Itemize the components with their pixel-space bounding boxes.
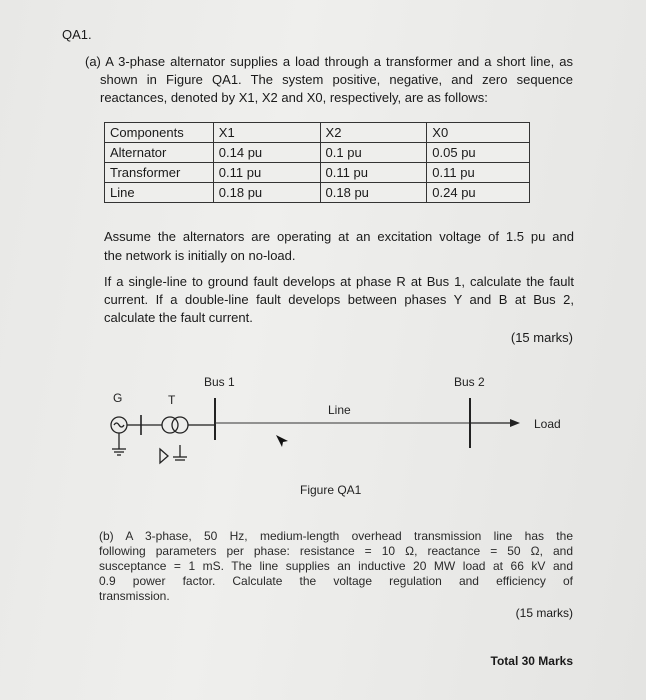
part-a-text-line: Assume the alternators are operating at an excitation voltage of 1.5 pu and (104, 229, 574, 244)
load-arrow-icon (510, 419, 520, 427)
question-id: QA1. (62, 27, 92, 42)
table-cell: 0.1 pu (320, 143, 427, 163)
part-b-text-line: transmission. (99, 589, 170, 603)
table-cell: 0.18 pu (213, 183, 320, 203)
bus-2-label: Bus 2 (454, 375, 485, 389)
table-cell: Line (105, 183, 214, 203)
table-header-cell: X2 (320, 123, 427, 143)
table-cell: Transformer (105, 163, 214, 183)
table-header-cell: X1 (213, 123, 320, 143)
transformer-label: T (168, 393, 176, 407)
part-b-text-line: susceptance = 1 mS. The line supplies an inductive 20 MW load at 66 kV and (99, 559, 573, 573)
table-cell: 0.11 pu (320, 163, 427, 183)
table-cell: 0.14 pu (213, 143, 320, 163)
part-a-text-line: (a) A 3-phase alternator supplies a load through a transformer and a short line, as (85, 54, 573, 69)
part-a-text-line: the network is initially on no-load. (104, 248, 296, 263)
load-label: Load (534, 417, 561, 431)
bus-1-label: Bus 1 (204, 375, 235, 389)
table-cell: 0.11 pu (427, 163, 530, 183)
part-a-text-line: reactances, denoted by X1, X2 and X0, respectively, are as follows: (100, 90, 488, 105)
part-b-marks: (15 marks) (515, 606, 573, 620)
figure-caption: Figure QA1 (300, 483, 362, 497)
part-b-text-line: 0.9 power factor. Calculate the voltage regulation and efficiency of (99, 574, 573, 588)
generator-symbol (111, 417, 127, 455)
table-cell: 0.24 pu (427, 183, 530, 203)
table-header-cell: Components (105, 123, 214, 143)
part-a-text-line: If a single-line to ground fault develops at phase R at Bus 1, calculate the fault (104, 274, 574, 289)
line-label: Line (328, 403, 351, 417)
part-b-text-line: following parameters per phase: resistance = 10 Ω, reactance = 50 Ω, and (99, 544, 573, 558)
part-a-text-line: calculate the fault current. (104, 310, 253, 325)
part-a-text-line: shown in Figure QA1. The system positive, negative, and zero sequence (100, 72, 573, 87)
total-marks: Total 30 Marks (490, 654, 573, 668)
table-cell: Alternator (105, 143, 214, 163)
cursor-icon (276, 435, 288, 447)
transformer-symbol (160, 417, 188, 463)
part-a-marks: (15 marks) (510, 330, 573, 345)
table-cell: 0.11 pu (213, 163, 320, 183)
table-cell: 0.05 pu (427, 143, 530, 163)
part-a-text-line: current. If a double-line fault develops between phases Y and B at Bus 2, (104, 292, 574, 307)
part-b-text-line: (b) A 3-phase, 50 Hz, medium-length overhead transmission line has the (99, 529, 573, 543)
table-cell: 0.18 pu (320, 183, 427, 203)
table-header-cell: X0 (427, 123, 530, 143)
generator-label: G (113, 391, 123, 405)
